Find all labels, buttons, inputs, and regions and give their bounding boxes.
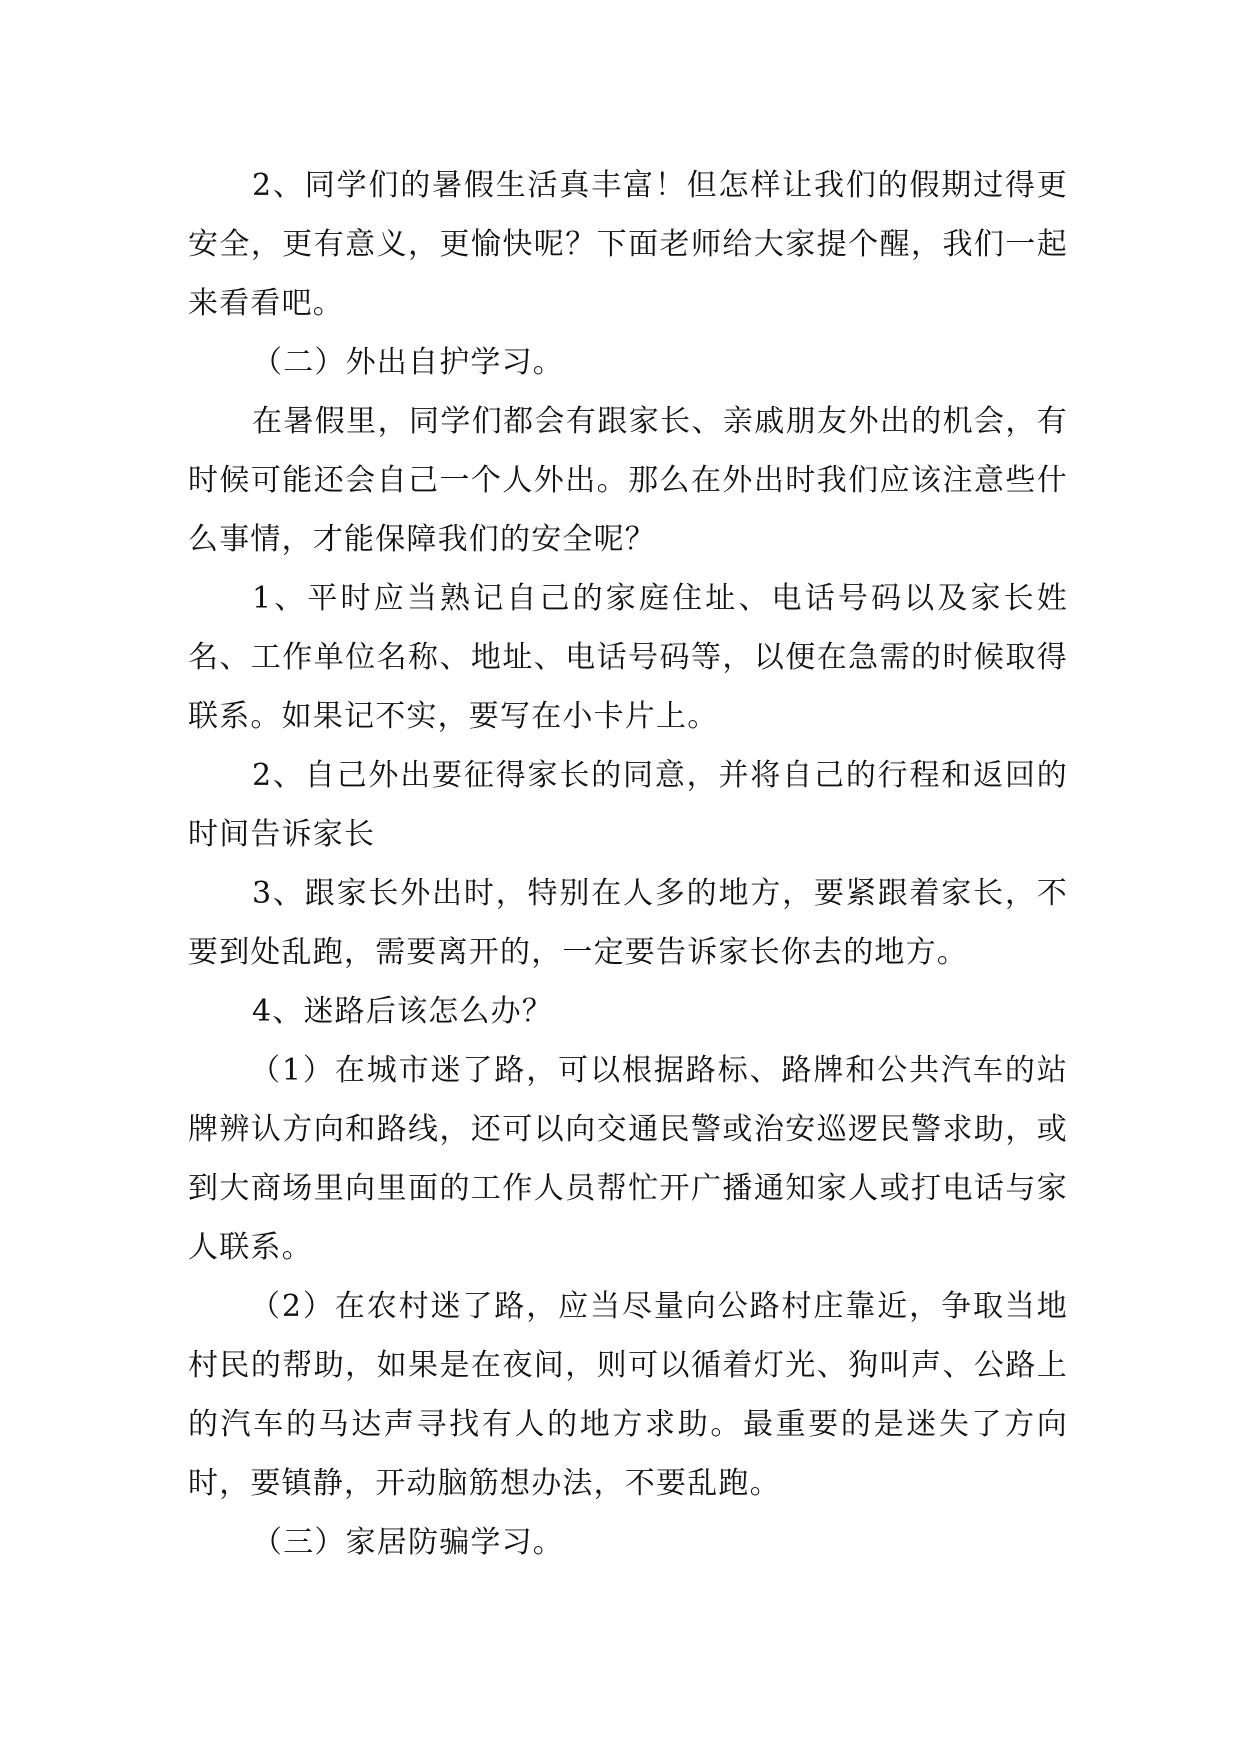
paragraph-follow-parents: 3、跟家长外出时，特别在人多的地方，要紧跟着家长，不要到处乱跑，需要离开的，一定要告诉家长你去的地方。 [188, 876, 1068, 970]
paragraph-outing-intro: 在暑假里，同学们都会有跟家长、亲戚朋友外出的机会，有时候可能还会自己一个人外出。那么在外出时我们应该注意些什么事情，才能保障我们的安全呢？ [188, 404, 1068, 557]
paragraph-parent-permission: 2、自己外出要征得家长的同意，并将自己的行程和返回的时间告诉家长 [188, 758, 1068, 852]
paragraph-lost-in-countryside: （2）在农村迷了路，应当尽量向公路村庄靠近，争取当地村民的帮助，如果是在夜间，则可以循着灯光、狗叫声、公路上的汽车的马达声寻找有人的地方求助。最重要的是迷失了方向时，要镇静，开动脑筋想办法，不要乱跑。 [188, 1289, 1068, 1501]
section-heading-outing-safety: （二）外出自护学习。 [252, 345, 564, 380]
paragraph-memorize-contacts: 1、平时应当熟记自己的家庭住址、电话号码以及家长姓名、工作单位名称、地址、电话号码等，以便在急需的时候取得联系。如果记不实，要写在小卡片上。 [188, 581, 1068, 734]
paragraph-lost-question: 4、迷路后该怎么办？ [252, 994, 554, 1029]
section-heading-home-fraud: （三）家居防骗学习。 [252, 1525, 564, 1560]
paragraph-summer-life: 2、同学们的暑假生活真丰富！但怎样让我们的假期过得更安全，更有意义，更愉快呢？下面老师给大家提个醒，我们一起来看看吧。 [188, 168, 1068, 321]
document-body [188, 156, 1068, 1572]
paragraph-lost-in-city: （1）在城市迷了路，可以根据路标、路牌和公共汽车的站牌辨认方向和路线，还可以向交通民警或治安巡逻民警求助，或到大商场里向里面的工作人员帮忙开广播通知家人或打电话与家人联系。 [188, 1053, 1068, 1265]
